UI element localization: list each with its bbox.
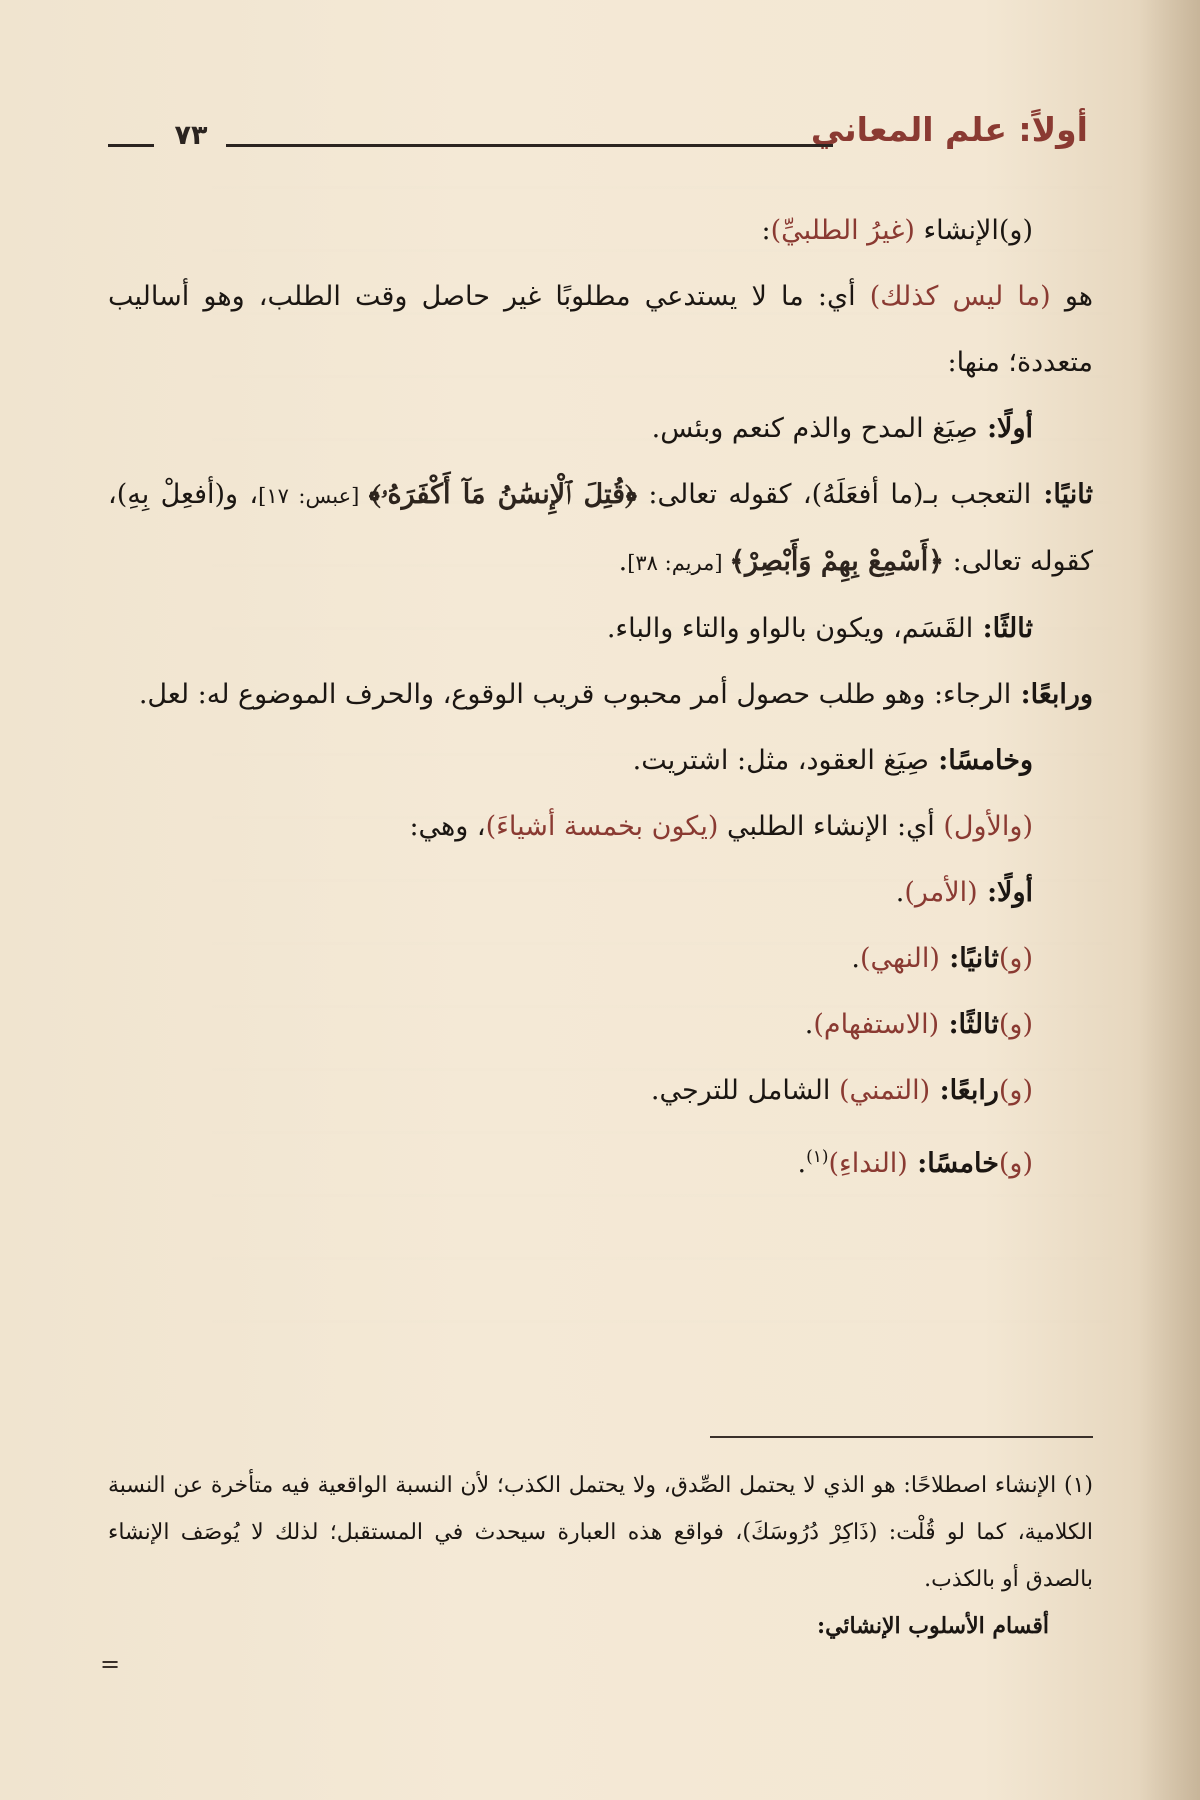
text: .	[804, 1009, 814, 1040]
highlight: (و)	[998, 1009, 1033, 1040]
text: .	[618, 546, 628, 577]
paragraph-12	[108, 1058, 1093, 1124]
highlight: (النداءِ)	[828, 1148, 908, 1179]
paragraph-13	[108, 1124, 1093, 1197]
text: صِيَغ العقود، مثل: اشتريت.	[632, 745, 929, 776]
paragraph-9	[108, 860, 1093, 926]
highlight: (التمني)	[838, 1075, 931, 1106]
text: ، وهي:	[409, 811, 486, 842]
header-rule-short	[108, 144, 154, 147]
enumerator: ثانيًا:	[939, 943, 999, 974]
text: أي: ما لا يستدعي مطلوبًا غير حاصل وقت الطلب، وهو أساليب متعددة؛ منها:	[108, 281, 1093, 378]
text: .	[851, 943, 860, 974]
text: الرجاء: وهو طلب حصول أمر محبوب قريب الوقوع، والحرف الموضوع له: لعل.	[138, 679, 1012, 710]
quran-verse: ﴿أَسْمِعْ بِهِمْ وَأَبْصِرْ﴾	[729, 546, 945, 577]
page-edge-shadow	[1140, 0, 1200, 1800]
text: صِيَغ المدح والذم كنعم وبئس.	[651, 413, 978, 444]
text: هو	[1050, 281, 1094, 312]
highlight: (ما ليس كذلك)	[869, 281, 1051, 312]
highlight: (غيرُ الطلبيِّ)	[770, 215, 915, 246]
highlight: (و)	[998, 943, 1033, 974]
enumerator: خامسًا:	[907, 1148, 999, 1179]
text: التعجب بـ(ما أفعَلَهُ)، كقوله تعالى:	[637, 479, 1032, 510]
text: (و)الإنشاء	[914, 215, 1033, 246]
highlight: (الاستفهام)	[813, 1009, 940, 1040]
highlight: (والأول)	[943, 811, 1033, 842]
highlight: (و)	[998, 1148, 1033, 1179]
footnotes	[108, 1462, 1093, 1650]
citation: [عبس: ١٧]	[258, 484, 369, 508]
highlight: (الأمر)	[904, 877, 978, 908]
paragraph-1	[108, 198, 1093, 264]
text: :	[761, 215, 771, 246]
paragraph-2	[108, 264, 1093, 396]
continuation-mark: =	[100, 1650, 121, 1678]
header-rule	[226, 144, 833, 147]
text: .	[797, 1148, 807, 1179]
paragraph-6	[108, 662, 1093, 728]
paragraph-11	[108, 992, 1093, 1058]
paragraph-3	[108, 396, 1093, 462]
citation: [مريم: ٣٨]	[627, 551, 730, 575]
text: أي: الإنشاء الطلبي	[718, 811, 944, 842]
highlight: (النهي)	[859, 943, 940, 974]
enumerator: وخامسًا:	[928, 745, 1033, 776]
enumerator: أولًا:	[977, 877, 1033, 908]
paragraph-7	[108, 728, 1093, 794]
footnote-subheading: أقسام الأسلوب الإنشائي:	[816, 1613, 1049, 1639]
footnote-1: (١) الإنشاء اصطلاحًا: هو الذي لا يحتمل الصِّدق، ولا يحتمل الكذب؛ لأن النسبة الواقعية فيه متأخرة عن النسبة الكلامية، كما لو قُلْت: (ذَاكِرْ دُرُوسَكَ)، فواقع هذه العبارة سيحدث في المستقبل؛ لذلك لا يُوصَف الإنشاء بالصدق أو بالكذب.	[108, 1473, 1094, 1592]
enumerator: ورابعًا:	[1011, 679, 1093, 710]
paragraph-4	[108, 462, 1093, 596]
quran-verse: ﴿قُتِلَ ٱلْإِنسَٰنُ مَآ أَكْفَرَهُۥ﴾	[368, 479, 637, 510]
text: ، و(أفعِلْ بِهِ)، كقوله تعالى:	[108, 479, 1093, 577]
main-text	[108, 198, 1093, 1197]
paragraph-8	[108, 794, 1093, 860]
highlight: (و)	[998, 1075, 1033, 1106]
footnote-ref[interactable]: (١)	[806, 1147, 829, 1167]
enumerator: أولًا:	[977, 413, 1033, 444]
chapter-title: أولاً: علم المعاني	[810, 110, 1088, 149]
enumerator: ثانيًا:	[1031, 479, 1093, 510]
enumerator: رابعًا:	[930, 1075, 999, 1106]
running-header	[108, 108, 1088, 158]
highlight: (يكون بخمسة أشياءَ)	[485, 811, 719, 842]
paragraph-10	[108, 926, 1093, 992]
enumerator: ثالثًا:	[973, 613, 1033, 644]
text: .	[895, 877, 905, 908]
text: القَسَم، ويكون بالواو والتاء والباء.	[606, 613, 974, 644]
enumerator: ثالثًا:	[939, 1009, 999, 1040]
footnote-separator	[710, 1436, 1093, 1438]
paragraph-5	[108, 596, 1093, 662]
text: الشامل للترجي.	[650, 1075, 839, 1106]
page-number: ٧٣	[174, 120, 208, 151]
